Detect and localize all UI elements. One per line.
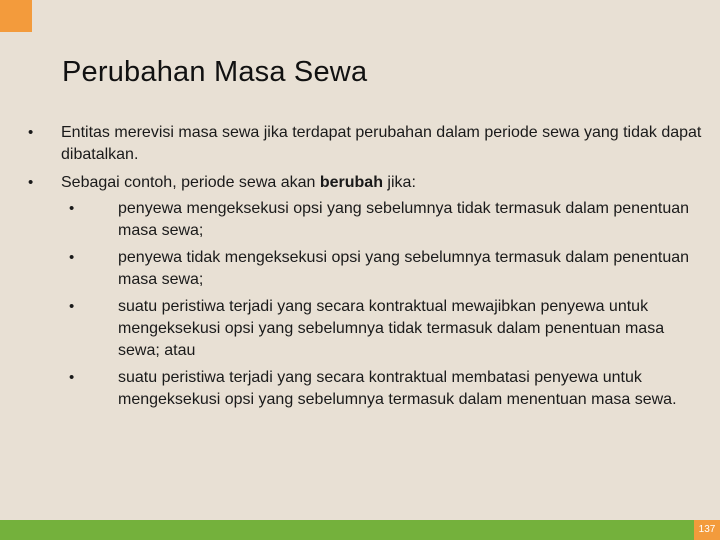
bullet-icon: • bbox=[69, 298, 75, 315]
bullet-text-before: Sebagai contoh, periode sewa akan bbox=[61, 174, 320, 191]
sub-bullet-list bbox=[57, 198, 708, 411]
sub-bullet-item bbox=[57, 367, 708, 411]
slide-title: Perubahan Masa Sewa bbox=[62, 56, 368, 88]
bullet-item-example bbox=[28, 172, 708, 411]
bullet-list bbox=[28, 122, 708, 411]
bullet-item-revision bbox=[28, 122, 708, 166]
footer-bar bbox=[0, 520, 720, 540]
bullet-text: Entitas merevisi masa sewa jika terdapat perubahan dalam periode sewa yang tidak dapat dibatalkan. bbox=[61, 124, 702, 163]
bullet-icon: • bbox=[28, 124, 34, 141]
sub-bullet-item bbox=[57, 198, 708, 242]
page-number: 137 bbox=[694, 520, 720, 540]
sub-bullet-text: penyewa mengeksekusi opsi yang sebelumnya tidak termasuk dalam penentuan masa sewa; bbox=[118, 200, 690, 239]
bullet-icon: • bbox=[69, 249, 75, 266]
sub-bullet-text: penyewa tidak mengeksekusi opsi yang sebelumnya termasuk dalam penentuan masa sewa; bbox=[118, 249, 690, 288]
sub-bullet-item bbox=[57, 247, 708, 291]
bullet-icon: • bbox=[69, 369, 75, 386]
bullet-text-bold: berubah bbox=[319, 174, 383, 191]
sub-bullet-item bbox=[57, 296, 708, 362]
slide-body bbox=[28, 122, 708, 417]
corner-accent-square bbox=[0, 0, 32, 32]
bullet-icon: • bbox=[69, 200, 75, 217]
bullet-text-after: jika: bbox=[382, 174, 416, 191]
sub-bullet-text: suatu peristiwa terjadi yang secara kontraktual mewajibkan penyewa untuk mengeksekusi opsi yang sebelumnya tidak termasuk dalam penentuan masa sewa; atau bbox=[118, 298, 665, 359]
bullet-icon: • bbox=[28, 174, 34, 191]
sub-bullet-text: suatu peristiwa terjadi yang secara kontraktual membatasi penyewa untuk mengeksekusi opsi yang sebelumnya termasuk dalam menentuan masa sewa. bbox=[118, 369, 677, 408]
